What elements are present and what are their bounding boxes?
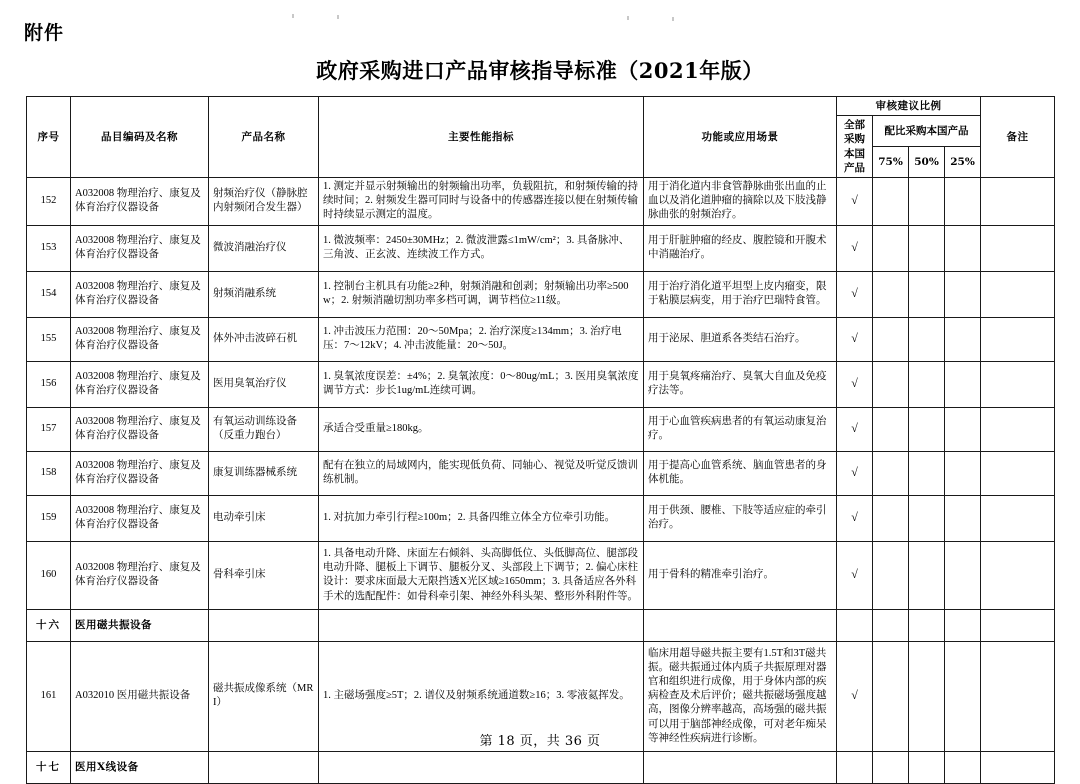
cell-pct-50 — [909, 177, 945, 225]
table-row — [27, 407, 1055, 451]
cell-pct-50 — [909, 225, 945, 271]
checkmark-icon: √ — [851, 566, 858, 581]
header-pct-50: 50% — [909, 147, 945, 178]
checkmark-icon: √ — [851, 192, 858, 207]
header-ratio-group: 审核建议比例 — [837, 97, 981, 116]
cell-pct-50 — [909, 495, 945, 541]
cell-code-name: A032008 物理治疗、康复及体育治疗仪器设备 — [71, 541, 209, 609]
section-empty-cell-p50 — [909, 609, 945, 641]
table-header — [27, 97, 1055, 178]
section-empty-cell-p50 — [909, 751, 945, 783]
cell-function-scene: 用于治疗消化道平坦型上皮内瘤变，限于粘膜层病变，用于治疗巴瑞特食管。 — [644, 271, 837, 317]
cell-pct-75 — [873, 177, 909, 225]
cell-remark — [981, 495, 1055, 541]
cell-remark — [981, 451, 1055, 495]
cell-pct-75 — [873, 317, 909, 361]
cell-function-scene: 用于消化道内非食管静脉曲张出血的止血以及消化道肿瘤的摘除以及下肢浅静脉曲张的射频治疗。 — [644, 177, 837, 225]
cell-product-name: 磁共振成像系统（MRI） — [209, 641, 319, 751]
section-number: 十七 — [27, 751, 71, 783]
cell-remark — [981, 271, 1055, 317]
cell-pct-50 — [909, 407, 945, 451]
cell-product-name: 骨科牵引床 — [209, 541, 319, 609]
cell-function-scene: 用于供颈、腰椎、下肢等适应症的牵引治疗。 — [644, 495, 837, 541]
section-empty-cell-p75 — [873, 609, 909, 641]
cell-main-specs: 承适合受重量≥180kg。 — [319, 407, 644, 451]
cell-pct-25 — [945, 317, 981, 361]
cell-main-specs: 1. 主磁场强度≥5T；2. 谱仪及射频系统通道数≥16；3. 零液氦挥发。 — [319, 641, 644, 751]
section-empty-cell-remark — [981, 751, 1055, 783]
section-name: 医用X线设备 — [71, 751, 209, 783]
cell-product-name: 医用臭氧治疗仪 — [209, 361, 319, 407]
cell-remark — [981, 407, 1055, 451]
cell-pct-50 — [909, 541, 945, 609]
cell-code-name: A032008 物理治疗、康复及体育治疗仪器设备 — [71, 271, 209, 317]
header-product-name: 产品名称 — [209, 97, 319, 178]
section-empty-cell-p25 — [945, 751, 981, 783]
scan-artifact — [672, 17, 674, 21]
checkmark-icon: √ — [851, 375, 858, 390]
cell-main-specs: 1. 冲击波压力范围：20～50Mpa；2. 治疗深度≥134mm；3. 治疗电压：7～12kV；4. 冲击波能量：20～50J。 — [319, 317, 644, 361]
checkmark-icon: √ — [851, 687, 858, 702]
checkmark-icon: √ — [851, 239, 858, 254]
cell-remark — [981, 541, 1055, 609]
standards-table — [26, 96, 1055, 784]
cell-code-name: A032008 物理治疗、康复及体育治疗仪器设备 — [71, 177, 209, 225]
cell-all-domestic — [837, 271, 873, 317]
scan-artifact — [337, 15, 339, 19]
cell-function-scene: 用于臭氧疼痛治疗、臭氧大自血及免疫疗法等。 — [644, 361, 837, 407]
cell-pct-25 — [945, 541, 981, 609]
cell-code-name: A032008 物理治疗、康复及体育治疗仪器设备 — [71, 495, 209, 541]
cell-main-specs: 配有在独立的局域网内，能实现低负荷、同轴心、视觉及听觉反馈训练机制。 — [319, 451, 644, 495]
cell-pct-50 — [909, 361, 945, 407]
header-pct-25: 25% — [945, 147, 981, 178]
header-partial-domestic: 配比采购本国产品 — [873, 116, 981, 147]
cell-remark — [981, 317, 1055, 361]
cell-pct-25 — [945, 451, 981, 495]
section-empty-cell-check — [837, 751, 873, 783]
cell-main-specs: 1. 控制台主机具有功能≥2种，射频消融和创剥；射频输出功率≥500w；2. 射频消融切割功率多档可调，调节档位≥11级。 — [319, 271, 644, 317]
cell-product-name: 电动牵引床 — [209, 495, 319, 541]
cell-all-domestic — [837, 225, 873, 271]
section-empty-cell-use — [644, 609, 837, 641]
cell-code-name: A032008 物理治疗、康复及体育治疗仪器设备 — [71, 361, 209, 407]
cell-all-domestic — [837, 177, 873, 225]
cell-code-name: A032008 物理治疗、康复及体育治疗仪器设备 — [71, 317, 209, 361]
cell-main-specs: 1. 测定并显示射频输出的射频输出功率，负载阻抗，和射频传输的持续时间；2. 射频发生器可同时与设备中的传感器连接以便在射频传输时持续显示测定的温度。 — [319, 177, 644, 225]
cell-all-domestic — [837, 541, 873, 609]
table-row — [27, 361, 1055, 407]
cell-main-specs: 1. 微波频率：2450±30MHz；2. 微波泄露≤1mW/cm²；3. 具备脉冲、三角波、正玄波、连续波工作方式。 — [319, 225, 644, 271]
cell-code-name: A032008 物理治疗、康复及体育治疗仪器设备 — [71, 407, 209, 451]
cell-seq: 160 — [27, 541, 71, 609]
cell-pct-50 — [909, 451, 945, 495]
table-row — [27, 317, 1055, 361]
cell-pct-75 — [873, 225, 909, 271]
cell-seq: 158 — [27, 451, 71, 495]
header-function-scene: 功能或应用场景 — [644, 97, 837, 178]
table-body — [27, 177, 1055, 783]
section-empty-cell-product — [209, 751, 319, 783]
cell-pct-50 — [909, 317, 945, 361]
page-title: 政府采购进口产品审核指导标准（2021年版） — [316, 58, 764, 83]
cell-product-name: 射频消融系统 — [209, 271, 319, 317]
table-row — [27, 451, 1055, 495]
cell-code-name: A032008 物理治疗、康复及体育治疗仪器设备 — [71, 451, 209, 495]
cell-pct-25 — [945, 495, 981, 541]
checkmark-icon: √ — [851, 464, 858, 479]
cell-pct-25 — [945, 271, 981, 317]
cell-pct-25 — [945, 177, 981, 225]
checkmark-icon: √ — [851, 285, 858, 300]
cell-remark — [981, 225, 1055, 271]
section-empty-cell-product — [209, 609, 319, 641]
cell-seq: 154 — [27, 271, 71, 317]
cell-function-scene: 用于肝脏肿瘤的经皮、腹腔镜和开腹术中消融治疗。 — [644, 225, 837, 271]
header-code-name: 品目编码及名称 — [71, 97, 209, 178]
cell-all-domestic — [837, 361, 873, 407]
standards-table-wrapper — [26, 96, 1054, 784]
section-empty-cell-spec — [319, 609, 644, 641]
cell-pct-75 — [873, 541, 909, 609]
section-empty-cell-use — [644, 751, 837, 783]
cell-product-name: 有氧运动训练设备（反重力跑台） — [209, 407, 319, 451]
cell-pct-75 — [873, 361, 909, 407]
section-empty-cell-remark — [981, 609, 1055, 641]
cell-seq: 159 — [27, 495, 71, 541]
cell-pct-50 — [909, 271, 945, 317]
cell-remark — [981, 361, 1055, 407]
cell-seq: 156 — [27, 361, 71, 407]
table-row — [27, 541, 1055, 609]
cell-seq: 152 — [27, 177, 71, 225]
section-name: 医用磁共振设备 — [71, 609, 209, 641]
section-empty-cell-p25 — [945, 609, 981, 641]
cell-code-name: A032010 医用磁共振设备 — [71, 641, 209, 751]
header-main-specs: 主要性能指标 — [319, 97, 644, 178]
cell-product-name: 微波消融治疗仪 — [209, 225, 319, 271]
table-row — [27, 495, 1055, 541]
cell-seq: 161 — [27, 641, 71, 751]
cell-all-domestic — [837, 317, 873, 361]
cell-product-name: 体外冲击波碎石机 — [209, 317, 319, 361]
section-empty-cell-p75 — [873, 751, 909, 783]
cell-seq: 155 — [27, 317, 71, 361]
table-row — [27, 271, 1055, 317]
cell-all-domestic — [837, 407, 873, 451]
header-row-1 — [27, 97, 1055, 116]
header-all-domestic: 全部采购本国产品 — [837, 116, 873, 178]
cell-all-domestic — [837, 451, 873, 495]
cell-seq: 153 — [27, 225, 71, 271]
cell-pct-75 — [873, 271, 909, 317]
section-row — [27, 751, 1055, 783]
cell-main-specs: 1. 臭氧浓度误差：±4%；2. 臭氧浓度：0～80ug/mL；3. 医用臭氧浓度调节方式：步长1ug/mL连续可调。 — [319, 361, 644, 407]
checkmark-icon: √ — [851, 509, 858, 524]
attachment-label: 附件 — [24, 22, 65, 44]
cell-function-scene: 临床用超导磁共振主要有1.5T和3T磁共振。磁共振通过体内质子共振原理对器官和组织进行成像，用于身体内部的疾病检查及术后评价；磁共振磁场强度越高，图像分辨率越高，高场强的磁共振可以用于脑部神经成像，可对老年痴呆等神经性疾病进行诊断。 — [644, 641, 837, 751]
cell-all-domestic — [837, 495, 873, 541]
header-remark: 备注 — [981, 97, 1055, 178]
cell-pct-25 — [945, 361, 981, 407]
cell-product-name: 康复训练器械系统 — [209, 451, 319, 495]
cell-function-scene: 用于心血管疾病患者的有氧运动康复治疗。 — [644, 407, 837, 451]
header-seq: 序号 — [27, 97, 71, 178]
page-footer: 第 18 页，共 36 页 — [479, 734, 601, 749]
cell-remark — [981, 177, 1055, 225]
checkmark-icon: √ — [851, 420, 858, 435]
cell-main-specs: 1. 具备电动升降、床面左右倾斜、头高脚低位、头低脚高位、腿部段电动升降、腿板上下调节、腿板分叉、头部段上下调节；2. 偏心床柱设计：要求床面最大无限挡透X光区域≥1650mm；3. 具备适应各外科手术的选配配件：如骨科牵引架、神经外科头架、整形外科附件等。 — [319, 541, 644, 609]
scan-artifact — [627, 16, 629, 20]
cell-pct-75 — [873, 407, 909, 451]
cell-function-scene: 用于泌尿、胆道系各类结石治疗。 — [644, 317, 837, 361]
cell-main-specs: 1. 对抗加力牵引行程≥100m；2. 具备四维立体全方位牵引功能。 — [319, 495, 644, 541]
section-empty-cell-spec — [319, 751, 644, 783]
cell-seq: 157 — [27, 407, 71, 451]
section-empty-cell-check — [837, 609, 873, 641]
section-row — [27, 609, 1055, 641]
cell-pct-25 — [945, 225, 981, 271]
cell-function-scene: 用于骨科的精准牵引治疗。 — [644, 541, 837, 609]
scan-artifact — [292, 14, 294, 18]
cell-function-scene: 用于提高心血管系统、脑血管患者的身体机能。 — [644, 451, 837, 495]
cell-pct-75 — [873, 451, 909, 495]
checkmark-icon: √ — [851, 330, 858, 345]
cell-code-name: A032008 物理治疗、康复及体育治疗仪器设备 — [71, 225, 209, 271]
table-row — [27, 177, 1055, 225]
cell-pct-25 — [945, 407, 981, 451]
table-row — [27, 225, 1055, 271]
cell-pct-75 — [873, 495, 909, 541]
header-pct-75: 75% — [873, 147, 909, 178]
section-number: 十六 — [27, 609, 71, 641]
cell-product-name: 射频治疗仪（静脉腔内射频闭合发生器） — [209, 177, 319, 225]
